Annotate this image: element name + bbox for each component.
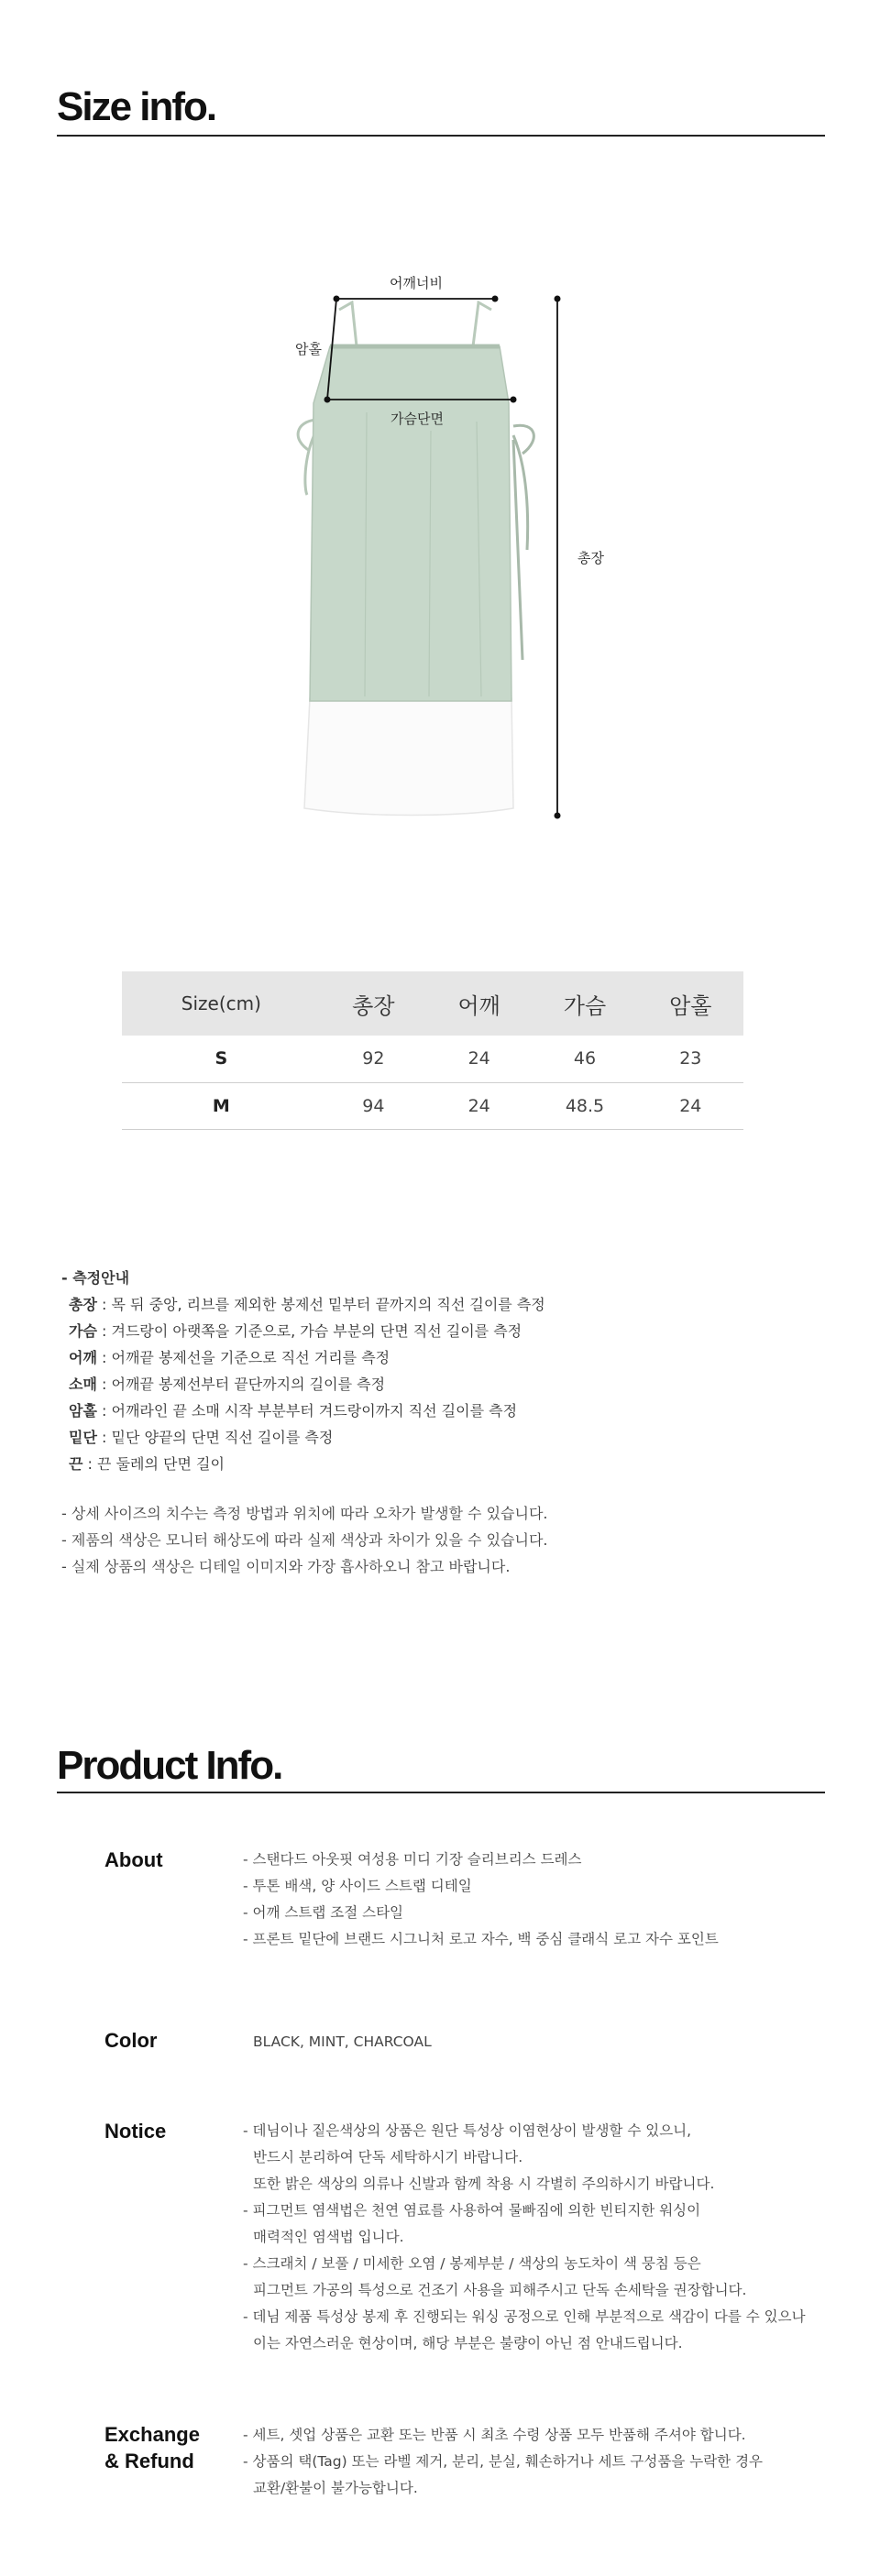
table-cell: 24 (426, 1036, 532, 1082)
notice-label: Notice (104, 2120, 167, 2143)
guide-item (61, 1291, 545, 1318)
guide-item (61, 1451, 545, 1477)
size-table-header (122, 971, 743, 1036)
guide-key: 어깨 (69, 1349, 97, 1366)
dress-illustration (0, 247, 880, 834)
guide-item (61, 1424, 545, 1451)
measurement-guide (61, 1265, 545, 1477)
list-item: - 데님이나 짙은색상의 상품은 원단 특성상 이염현상이 발생할 수 있으니, (243, 2122, 692, 2139)
list-item: - 데님 제품 특성상 봉제 후 진행되는 워싱 공정으로 인해 부분적으로 색감이 다를 수 있으나 (243, 2308, 806, 2325)
guide-key: 가슴 (69, 1322, 97, 1340)
product-info-title: Product Info. (57, 1743, 282, 1788)
col-header: 어깨 (426, 971, 532, 1036)
col-header: 암홀 (638, 971, 743, 1036)
size-cell: S (122, 1036, 321, 1082)
guide-key: 암홀 (69, 1402, 97, 1420)
guide-text: : 겨드랑이 아랫쪽을 기준으로, 가슴 부분의 단면 직선 길이를 측정 (96, 1322, 522, 1340)
color-label: Color (104, 2029, 158, 2052)
guide-item (61, 1344, 545, 1371)
list-item: 피그먼트 가공의 특성으로 건조기 사용을 피해주시고 단독 손세탁을 권장합니다. (253, 2282, 747, 2298)
note-line: - 제품의 색상은 모니터 해상도에 따라 실제 색상과 차이가 있을 수 있습니다. (61, 1531, 548, 1549)
list-item: - 세트, 셋업 상품은 교환 또는 반품 시 최초 수령 상품 모두 반품해 주셔야 합니다. (243, 2427, 746, 2443)
table-cell: 24 (638, 1082, 743, 1129)
guide-text: : 밑단 양끝의 단면 직선 길이를 측정 (96, 1429, 334, 1446)
list-item: 교환/환불이 불가능합니다. (253, 2480, 418, 2496)
guide-key: 밑단 (69, 1429, 97, 1446)
note-line: - 실제 상품의 색상은 디테일 이미지와 가장 흡사하오니 참고 바랍니다. (61, 1558, 511, 1575)
table-cell: 48.5 (532, 1082, 637, 1129)
size-table (122, 971, 743, 1130)
size-notes (61, 1500, 548, 1580)
table-row (122, 1036, 743, 1082)
list-item: - 어깨 스트랩 조절 스타일 (243, 1904, 404, 1921)
guide-text: : 어깨끝 봉제선부터 끝단까지의 길이를 측정 (96, 1376, 386, 1393)
table-cell: 23 (638, 1036, 743, 1082)
list-item: - 투톤 배색, 양 사이드 스트랩 디테일 (243, 1878, 472, 1894)
product-info-divider (57, 1792, 825, 1793)
list-item: - 스크래치 / 보풀 / 미세한 오염 / 봉제부분 / 색상의 농도차이 색 뭉침 등은 (243, 2255, 701, 2272)
guide-item (61, 1318, 545, 1344)
length-label: 총장 (578, 550, 604, 566)
guide-key: 소매 (69, 1376, 97, 1393)
size-info-title: Size info. (57, 84, 216, 129)
guide-text: : 끈 둘레의 단면 길이 (82, 1455, 225, 1473)
armhole-label: 암홀 (295, 341, 322, 357)
exchange-list (243, 2422, 763, 2502)
table-cell: 24 (426, 1082, 532, 1129)
guide-key: 총장 (69, 1296, 97, 1313)
list-item: 이는 자연스러운 현상이며, 해당 부분은 불량이 아닌 점 안내드립니다. (253, 2335, 683, 2351)
guide-text: : 어깨끝 봉제선을 기준으로 직선 거리를 측정 (96, 1349, 390, 1366)
list-item: - 상품의 택(Tag) 또는 라벨 제거, 분리, 분실, 훼손하거나 세트 구성품을 누락한 경우 (243, 2453, 764, 2470)
guide-text: : 어깨라인 끝 소매 시작 부분부터 겨드랑이까지 직선 길이를 측정 (96, 1402, 518, 1420)
size-diagram (0, 247, 880, 834)
size-cell: M (122, 1082, 321, 1129)
table-row (122, 1082, 743, 1129)
about-label: About (104, 1848, 163, 1871)
about-list (243, 1847, 719, 1953)
note-line: - 상세 사이즈의 치수는 측정 방법과 위치에 따라 오차가 발생할 수 있습니다. (61, 1505, 548, 1522)
notice-list (243, 2118, 806, 2357)
list-item: - 피그먼트 염색법은 천연 염료를 사용하여 물빠짐에 의한 빈티지한 워싱이 (243, 2202, 701, 2219)
table-cell: 94 (321, 1082, 426, 1129)
table-cell: 46 (532, 1036, 637, 1082)
col-header: 가슴 (532, 971, 637, 1036)
exchange-label-line2: & Refund (104, 2450, 194, 2472)
guide-heading: - 측정안내 (61, 1269, 130, 1287)
chest-label: 가슴단면 (390, 411, 444, 427)
color-value: BLACK, MINT, CHARCOAL (253, 2033, 432, 2050)
exchange-refund-label (104, 2421, 200, 2474)
shoulder-label: 어깨너비 (390, 275, 443, 291)
exchange-label-line1: Exchange (104, 2423, 200, 2446)
table-cell: 92 (321, 1036, 426, 1082)
guide-item (61, 1398, 545, 1424)
list-item: - 프론트 밑단에 브랜드 시그니처 로고 자수, 백 중심 클래식 로고 자수 포인트 (243, 1931, 719, 1947)
guide-item (61, 1371, 545, 1398)
col-header: Size(cm) (122, 971, 321, 1036)
guide-key: 끈 (69, 1455, 83, 1473)
list-item: 또한 밝은 색상의 의류나 신발과 함께 착용 시 각별히 주의하시기 바랍니다. (253, 2176, 715, 2192)
col-header: 총장 (321, 971, 426, 1036)
guide-text: : 목 뒤 중앙, 리브를 제외한 봉제선 밑부터 끝까지의 직선 길이를 측정 (96, 1296, 545, 1313)
size-info-divider (57, 135, 825, 137)
list-item: 반드시 분리하여 단독 세탁하시기 바랍니다. (253, 2149, 523, 2165)
list-item: 매력적인 염색법 입니다. (253, 2229, 404, 2245)
list-item: - 스탠다드 아웃핏 여성용 미디 기장 슬리브리스 드레스 (243, 1851, 582, 1868)
